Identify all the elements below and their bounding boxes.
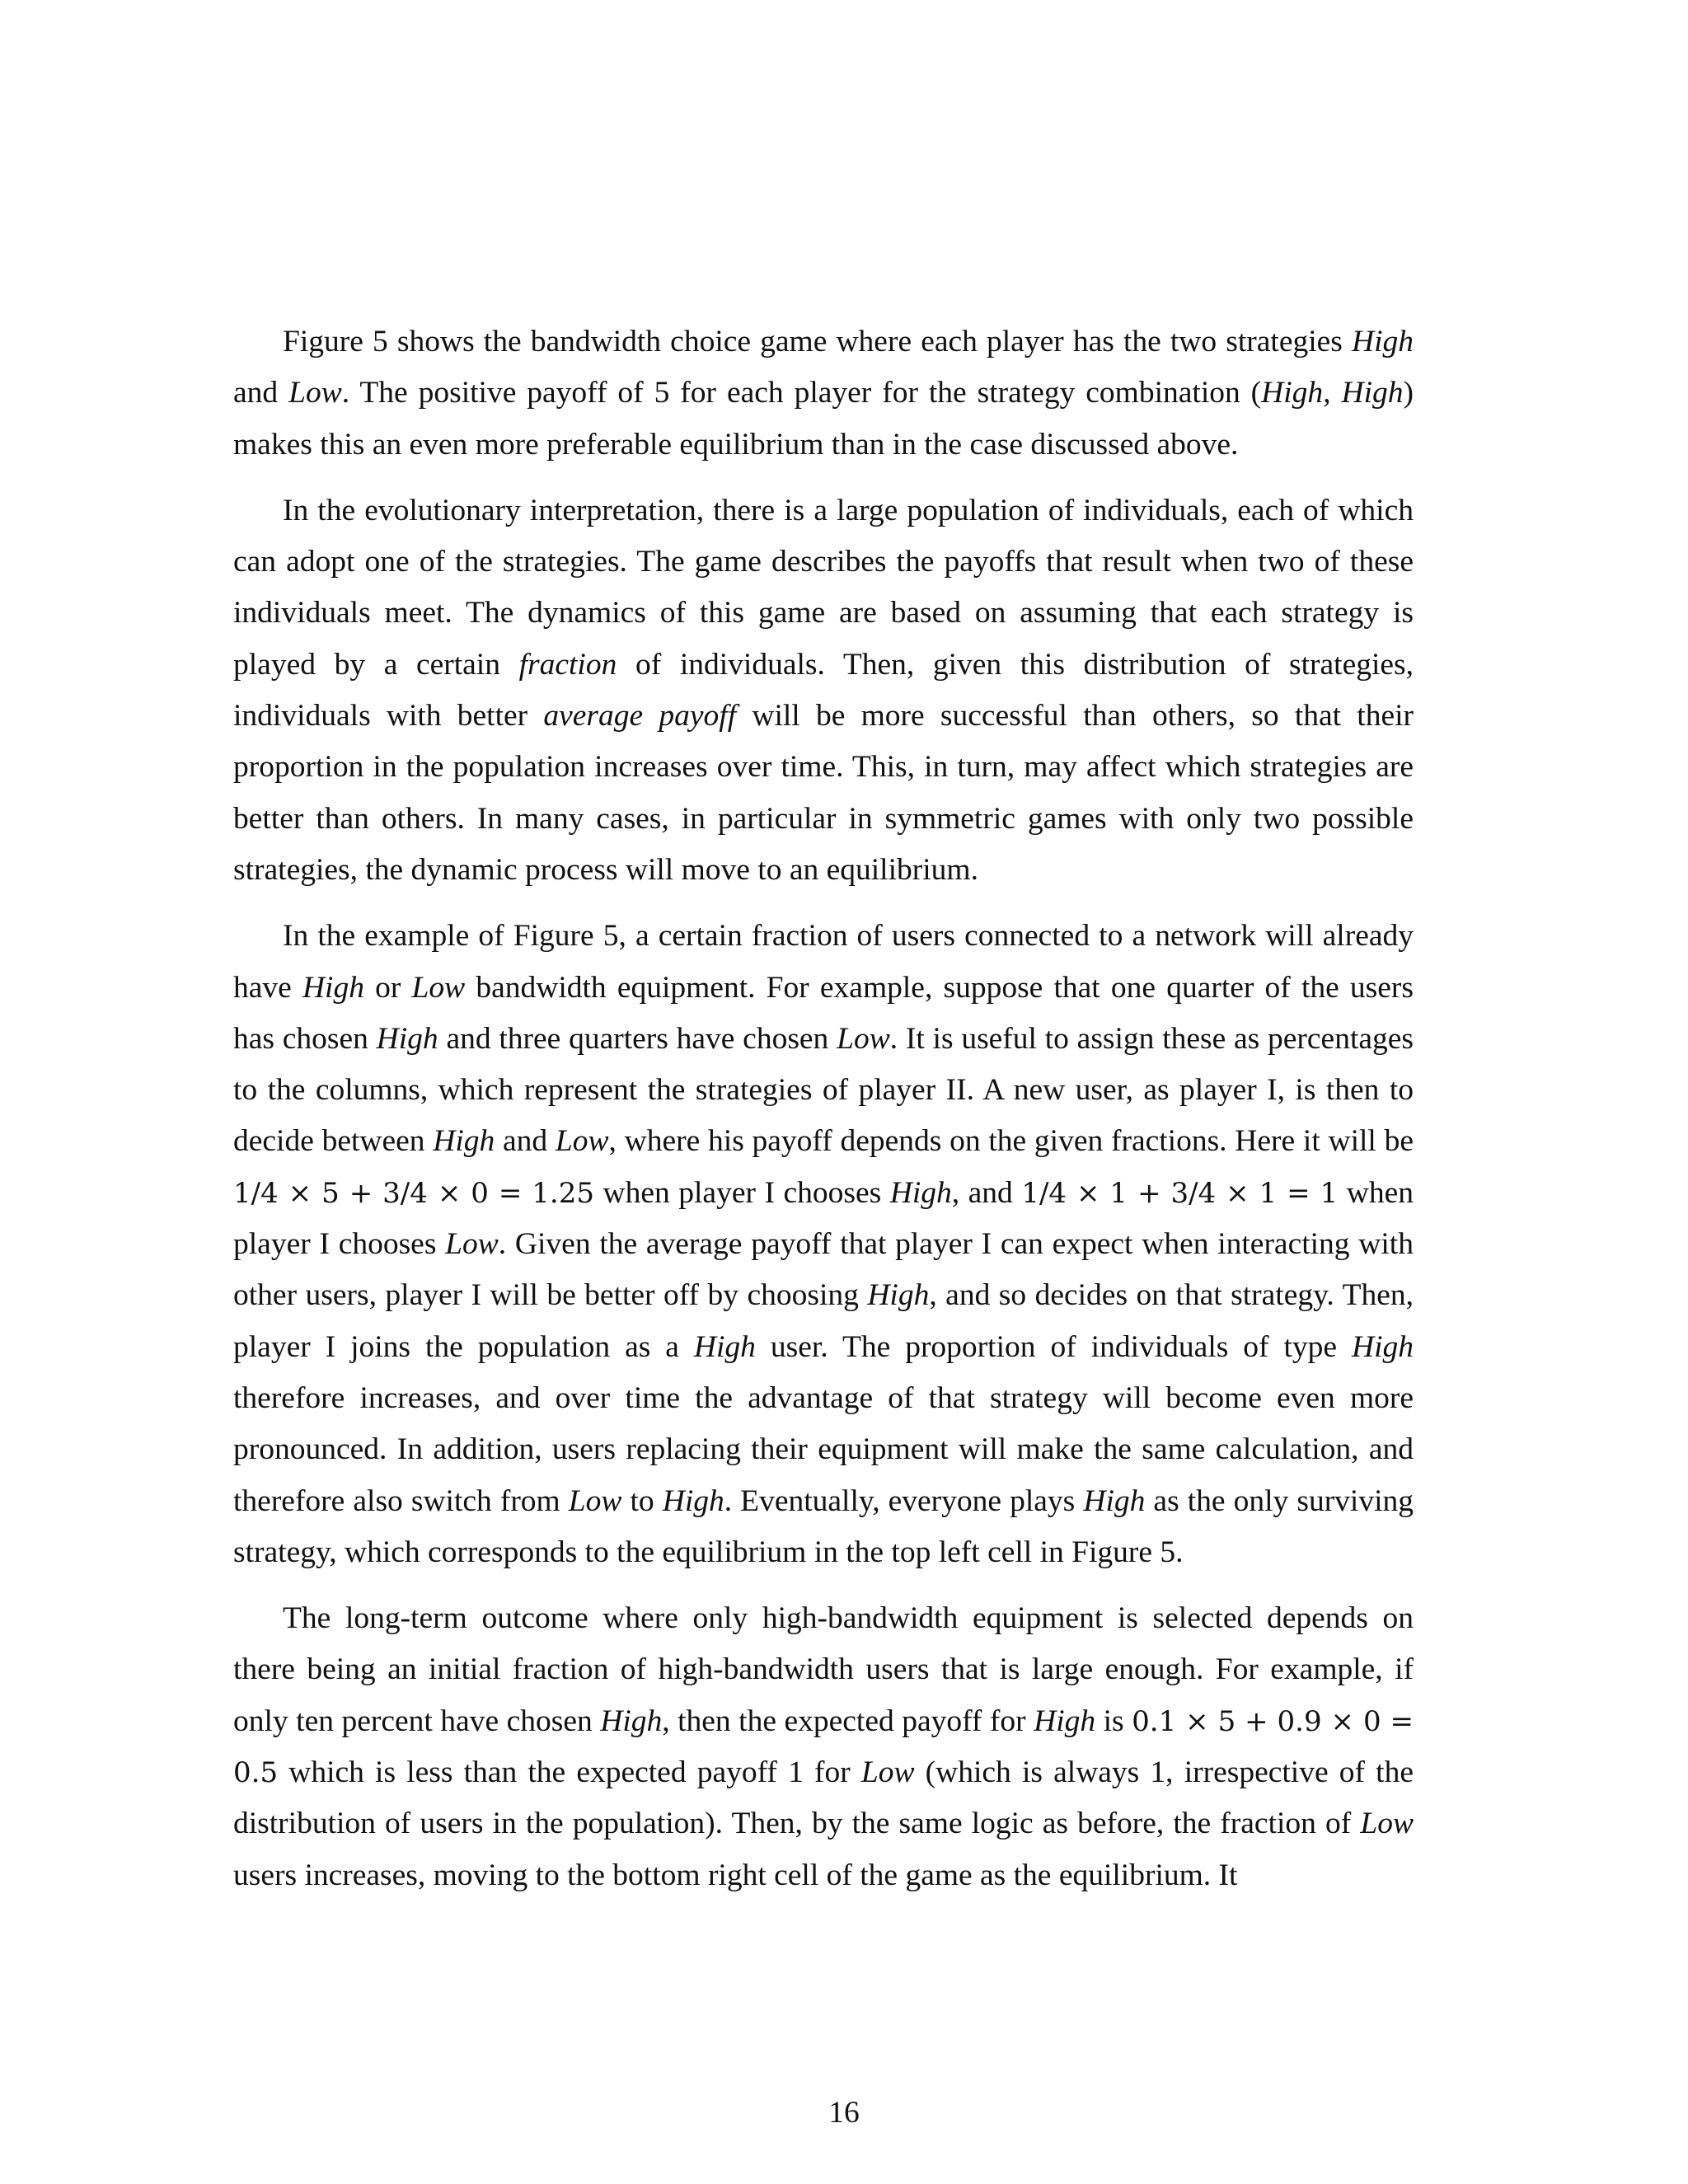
- italic-term: Low: [568, 1483, 622, 1518]
- math-expression: 1/4 × 1 + 3/4 × 1 = 1: [1021, 1176, 1339, 1210]
- text-segment: is: [1095, 1704, 1132, 1738]
- italic-term: High: [1352, 325, 1414, 359]
- italic-term: average payoff: [543, 699, 737, 733]
- text-segment: to: [621, 1483, 663, 1518]
- italic-term: High: [433, 1124, 495, 1159]
- text-segment: (which is always 1, irrespective of the distribution of users in the population). Then, by the same logic as before, the fraction of: [233, 1755, 1414, 1841]
- text-segment: or: [363, 970, 412, 1005]
- page-body: [233, 316, 1414, 1916]
- text-segment: and: [233, 376, 289, 410]
- text-segment: bandwidth equipment. For example, suppose that one quarter of the users has chosen: [233, 970, 1414, 1056]
- italic-term: High, High: [1261, 376, 1404, 410]
- text-segment: . Eventually, everyone plays: [724, 1483, 1084, 1518]
- italic-term: High: [662, 1483, 724, 1518]
- text-segment: users increases, moving to the bottom right cell of the game as the equilibrium. It: [233, 1858, 1238, 1892]
- text-segment: , and so decides on that strategy. Then, player I joins the population as a: [233, 1278, 1414, 1364]
- math-expression: 1/4 × 5 + 3/4 × 0 = 1.25: [233, 1176, 594, 1210]
- text-segment: In the example of Figure 5, a certain fraction of users connected to a network will already have: [233, 919, 1414, 1005]
- text-segment: In the evolutionary interpretation, there is a large population of individuals, each of which can adopt one of the strategies. The game describes the payoffs that result when two of these individuals meet. The dynamics of this game are based on assuming that each strategy is played by a certain: [233, 493, 1414, 682]
- italic-term: Low: [445, 1227, 499, 1262]
- italic-term: High: [1034, 1704, 1096, 1738]
- text-segment: of individuals. Then, given this distribution of strategies, individuals with better: [233, 647, 1414, 733]
- text-segment: Figure 5 shows the bandwidth choice game where each player has the two strategies: [283, 325, 1352, 359]
- italic-term: High: [302, 970, 364, 1005]
- italic-term: Low: [837, 1021, 890, 1056]
- text-segment: and: [495, 1124, 556, 1159]
- text-segment: , then the expected payoff for: [662, 1704, 1034, 1738]
- italic-term: High: [376, 1021, 438, 1056]
- text-segment: when player I chooses: [233, 1175, 1414, 1262]
- italic-term: fraction: [518, 647, 617, 682]
- italic-term: Low: [411, 970, 466, 1005]
- text-segment: , where his payoff depends on the given fractions. Here it will be: [608, 1124, 1414, 1159]
- text-segment: . Given the average payoff that player I can expect when interacting with other users, player I will be better off by choosing: [233, 1227, 1414, 1313]
- text-segment: therefore increases, and over time the advantage of that strategy will become even more pronounced. In addition, users replacing their equipment will make the same calculation, and therefore also switch from: [233, 1380, 1414, 1518]
- italic-term: High: [889, 1175, 952, 1210]
- page-number: 16: [828, 2096, 860, 2130]
- text-segment: . The positive payoff of 5 for each player for the strategy combination (: [341, 376, 1262, 410]
- math-expression: 0.1 × 5 + 0.9 × 0 = 0.5: [233, 1704, 1414, 1790]
- text-segment: . It is useful to assign these as percentages to the columns, which represent the strategies of player II. A new user, as player I, is then to decide between: [233, 1021, 1414, 1159]
- italic-term: Low: [555, 1124, 609, 1159]
- paragraph-2: [233, 485, 1414, 896]
- italic-term: Low: [860, 1755, 915, 1790]
- italic-term: Low: [1360, 1807, 1414, 1841]
- italic-term: Low: [288, 376, 342, 410]
- text-segment: as the only surviving strategy, which corresponds to the equilibrium in the top left cell in Figure 5.: [233, 1483, 1414, 1569]
- text-segment: ) makes this an even more preferable equilibrium than in the case discussed above.: [233, 376, 1414, 462]
- paragraph-3: [233, 911, 1414, 1578]
- italic-term: High: [867, 1278, 930, 1313]
- text-segment: which is less than the expected payoff 1 for: [278, 1755, 861, 1790]
- text-segment: The long-term outcome where only high-bandwidth equipment is selected depends on there being an initial fraction of high-bandwidth users that is large enough. For example, if only ten percent have chosen: [233, 1601, 1414, 1738]
- text-segment: , and: [951, 1175, 1022, 1210]
- text-segment: and three quarters have chosen: [438, 1021, 837, 1056]
- italic-term: High: [600, 1704, 663, 1738]
- text-segment: user. The proportion of individuals of type: [755, 1329, 1352, 1364]
- italic-term: High: [1352, 1329, 1414, 1364]
- italic-term: High: [1083, 1483, 1146, 1518]
- paragraph-1: [233, 316, 1414, 471]
- text-segment: when player I chooses: [594, 1175, 890, 1210]
- paragraph-4: [233, 1593, 1414, 1901]
- text-segment: will be more successful than others, so that their proportion in the population increases over time. This, in turn, may affect which strategies are better than others. In many cases, in particular in symmetric games with only two possible strategies, the dynamic process will move to an equilibrium.: [233, 699, 1414, 887]
- italic-term: High: [693, 1329, 756, 1364]
